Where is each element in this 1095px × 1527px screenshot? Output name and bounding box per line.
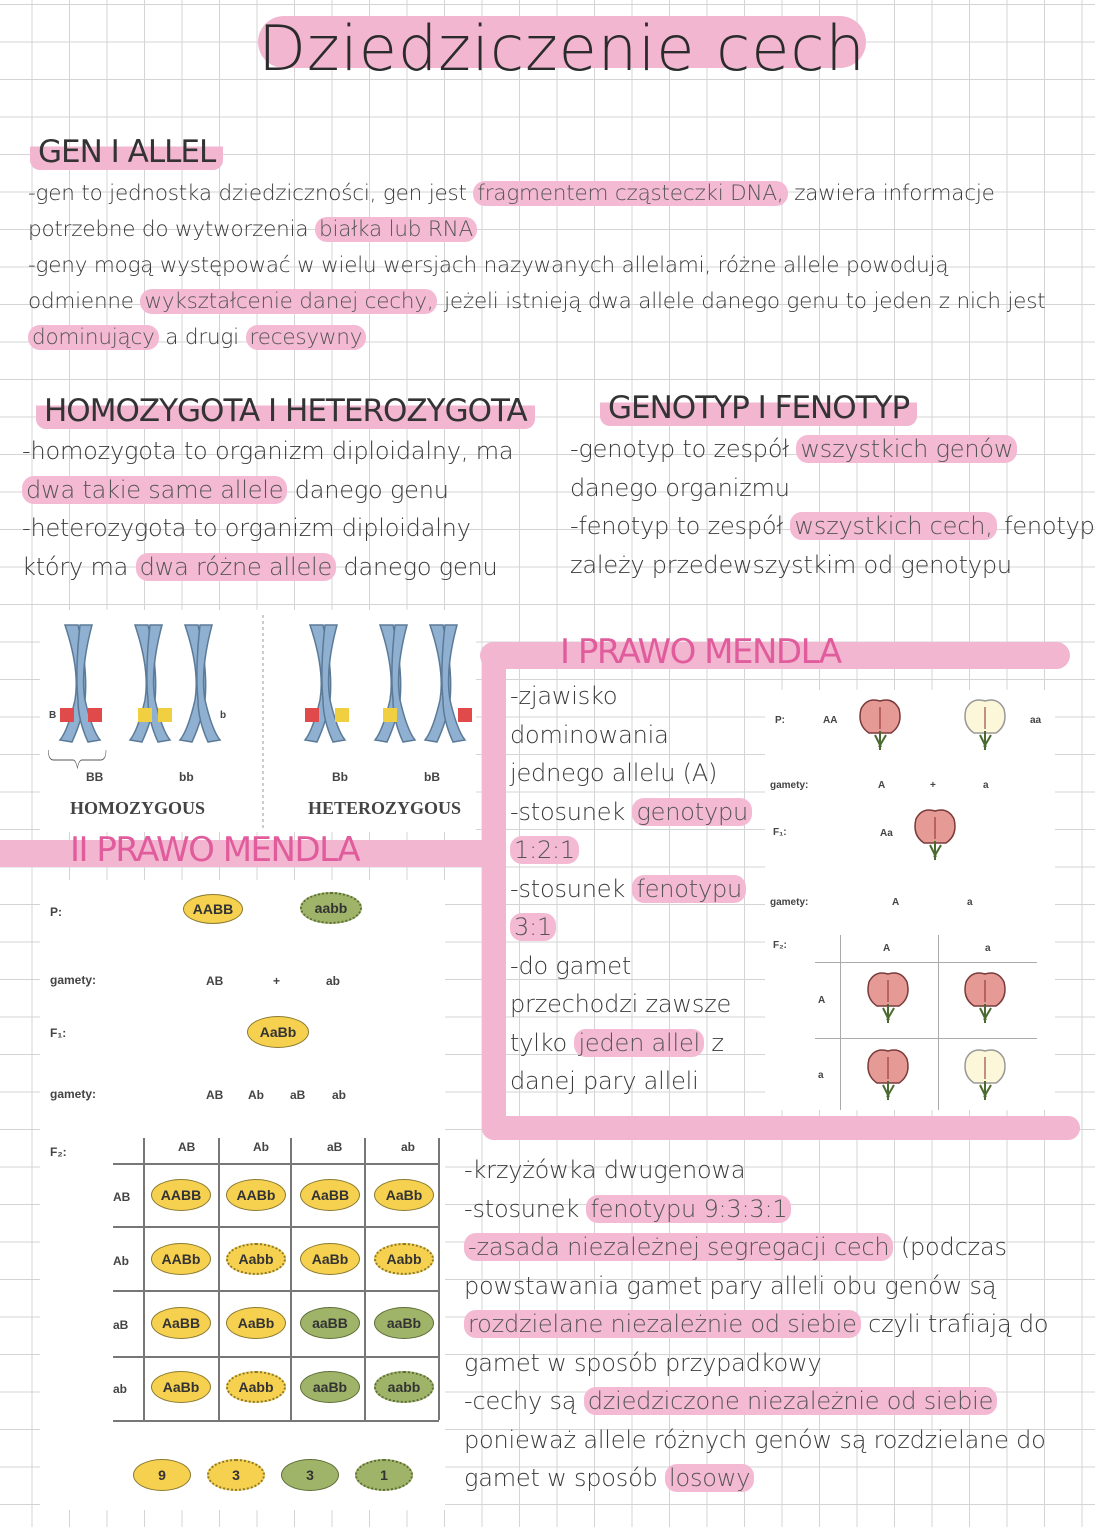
text-line [570,546,1095,585]
genotype-cell: AaBb [374,1179,434,1211]
allele-label: b [220,710,227,721]
text-line [510,716,752,755]
gamete-A: A [892,897,900,908]
genotype-cell: Aabb [226,1371,286,1403]
text-line [22,432,513,471]
geno-paragraph [570,430,1095,584]
text-line [510,908,752,947]
text: danego genu [336,552,498,581]
text-line [510,754,752,793]
text: -geny mogą występować w wielu wersjach nazywanych allelami, różne allele powodują [28,253,949,278]
homozygous-caption: HOMOZYGOUS [70,798,206,818]
text: a drugi [158,325,246,350]
f1-genotype: Aa [880,828,893,839]
highlighted-text: -zasada niezależnej segregacji cech [464,1233,893,1261]
red-flower-icon [855,695,905,751]
highlighted-text: rozdzielane niezależnie od siebie [464,1310,861,1338]
genotype-cell: AABB [151,1179,211,1211]
gametes-label: gamety: [770,897,809,908]
genotype-cell: AaBb [151,1371,211,1403]
gen-paragraph [28,176,1045,356]
text-line [510,1024,752,1063]
text-line [510,947,752,986]
p-label: P: [775,715,785,726]
text-line [570,430,1095,469]
text: -homozygota to organizm diploidalny, ma [22,437,514,465]
genotype-label: BB [86,770,104,784]
genotype-AA: AA [823,715,838,726]
grid-line [113,1420,439,1422]
row-header: AB [113,1190,131,1204]
gametes-label: gamety: [50,1087,97,1101]
ratio-blob: 9 [133,1459,191,1491]
highlighted-text: białka lub RNA [315,217,477,242]
column-header: aB [327,1140,343,1154]
plus-sign: + [930,780,936,791]
grid-line [364,1138,366,1420]
text: -cechy są [464,1387,584,1415]
genotype-label: Bb [332,770,348,784]
text-line [28,284,1045,320]
grid-line [290,1138,292,1420]
text: -stosunek [464,1194,587,1223]
column-header: ab [401,1140,416,1154]
gamete: AB [206,974,224,988]
page-title: Dziedziczenie cech [258,12,866,85]
highlighted-text: 3:1 [510,913,556,941]
text: -krzyżówka dwugenowa [464,1156,746,1184]
red-flower-icon [863,1045,913,1101]
text-line [464,1267,1048,1306]
mendel1-paragraph [510,677,752,1101]
highlighted-text: fragmentem cząsteczki DNA, [473,181,787,206]
text: zależy przedewszystkim od genotypu [570,550,1012,579]
parent-blob: aabb [300,892,362,924]
text: odmienne [28,289,141,314]
highlighted-text: losowy [665,1464,754,1492]
mendel1-bottom-bar [482,1116,1080,1140]
red-flower-icon [863,968,913,1024]
p-label: P: [50,905,62,919]
text: gamet w sposób [464,1464,666,1492]
gen-heading [30,134,223,170]
grid-line [113,1226,439,1228]
text-line [464,1421,1048,1460]
plus-sign: + [273,974,281,988]
highlighted-text: wykształcenie danej cechy, [140,289,437,314]
text: przechodzi zawsze [510,990,732,1018]
gamete: ab [332,1088,347,1102]
genotype-label: bb [179,770,194,784]
genotype-cell: aaBb [374,1307,434,1339]
grid-line [815,1038,1037,1039]
column-header: Ab [253,1140,269,1154]
highlighted-text: genotypu [632,798,752,826]
text-line [510,1062,752,1101]
text: -genotyp to zespół [570,435,797,463]
text: powstawania gamet pary alleli obu genów są [464,1271,997,1300]
text-line [464,1459,1048,1498]
highlighted-text: dziedziczone niezależnie od siebie [584,1387,997,1415]
genotype-cell: AaBb [226,1307,286,1339]
ratio-blob: 3 [281,1459,339,1491]
grid-line [218,1138,220,1420]
homo-heading-text: HOMOZYGOTA I HETEROZYGOTA [36,393,535,429]
text: potrzebne do wytworzenia [28,217,315,242]
text-line [510,831,752,870]
mendel2-heading: II PRAWO MENDLA [70,830,360,870]
genotype-label: bB [424,770,440,784]
text: gamet w sposób przypadkowy [464,1348,822,1377]
gamete-a: a [818,1070,824,1081]
mendel2-paragraph [464,1151,1048,1498]
genotype-cell: AABb [226,1179,286,1211]
column-header: AB [178,1140,196,1154]
gamete-A: A [878,780,886,791]
gametes-label: gamety: [50,973,97,987]
ratio-blob: 1 [355,1459,413,1491]
text: zawiera informacje [787,181,995,206]
highlighted-text: fenotypu [632,875,746,903]
f1-label: F₁: [773,827,787,838]
f1-blob: AaBb [247,1016,309,1048]
text: -fenotyp to zespół [570,512,791,540]
text: danego organizmu [570,473,790,502]
gamete: Ab [248,1088,264,1102]
gamete-A: A [883,943,891,954]
text: -zjawisko [510,682,618,710]
text: (podczas [893,1233,1007,1261]
red-flower-icon [910,805,960,861]
highlighted-text: dominujący [28,325,159,350]
text: dominowania [510,720,669,749]
genotype-cell: AABb [151,1243,211,1275]
grid-line [113,1163,439,1165]
text-line [22,471,513,510]
heterozygous-caption: HETEROZYGOUS [308,798,462,818]
text-line [28,212,1045,248]
text: -stosunek [510,797,633,826]
text: fenotyp [996,512,1095,540]
genotype-cell: aaBb [300,1371,360,1403]
text: -gen to jednostka dziedziczności, gen jest [28,181,474,206]
text-line [464,1151,1048,1190]
allele-label: B [49,710,57,721]
geno-heading [600,390,917,426]
row-header: Ab [113,1254,129,1268]
text-line [510,793,752,832]
gamete: ab [326,974,341,988]
white-flower-icon [960,1045,1010,1101]
genotype-aa: aa [1030,715,1042,726]
text: danego genu [287,475,449,504]
f2-label: F₂: [773,940,787,951]
highlighted-text: 1:2:1 [510,836,579,864]
text-line [510,870,752,909]
highlighted-text: wszystkich genów [796,435,1017,463]
text: który ma [22,552,136,581]
mendel1-heading: I PRAWO MENDLA [560,632,841,672]
gamete-a: a [985,943,991,954]
text-line [22,509,513,548]
highlighted-text: fenotypu 9:3:3:1 [586,1195,791,1223]
gamete-a: a [983,780,989,791]
highlighted-text: jeden allel [574,1029,704,1057]
grid-line [113,1356,439,1358]
text-line [464,1382,1048,1421]
white-flower-icon [960,695,1010,751]
text-line [570,469,1095,508]
text: jeżeli istnieją dwa allele danego genu to jeden z nich jest [437,289,1046,314]
mendel1-diagram [765,690,1055,1110]
genotype-cell: Aabb [226,1243,286,1275]
chromosome-figure [40,610,476,832]
text: -do gamet [510,951,632,980]
text: -heterozygota to organizm diploidalny [22,514,471,542]
highlighted-text: wszystkich cech, [790,512,996,540]
text-line [464,1190,1048,1229]
text: ponieważ allele różnych genów są rozdzielane do [464,1425,1046,1454]
gamete: aB [290,1088,306,1102]
gamete: AB [206,1088,224,1102]
text-line [510,985,752,1024]
text: czyli trafiają do [860,1310,1049,1338]
red-flower-icon [960,968,1010,1024]
text: z [704,1028,724,1057]
genotype-cell: AaBb [300,1243,360,1275]
text-line [28,248,1045,284]
text: tylko [510,1028,575,1057]
homo-paragraph [22,432,513,586]
f1-label: F₁: [50,1026,67,1040]
mendel1-side-bar [482,642,506,1140]
text: jednego allelu (A) [510,759,718,787]
text-line [510,677,752,716]
genotype-cell: aaBB [300,1307,360,1339]
text-line [464,1305,1048,1344]
gamete-A: A [818,995,826,1006]
text: danej pary alleli [510,1067,699,1095]
homo-heading [36,393,535,429]
grid-line [143,1138,145,1420]
highlighted-text: dwa takie same allele [22,476,287,504]
text: -stosunek [510,874,633,903]
text-line [28,320,1045,356]
text-line [464,1344,1048,1383]
genotype-cell: Aabb [374,1243,434,1275]
grid-line [113,1290,439,1292]
mendel2-diagram [40,880,445,1510]
genotype-cell: AaBB [300,1179,360,1211]
grid-line [438,1138,440,1420]
f2-label: F₂: [50,1145,67,1159]
text-line [28,176,1045,212]
highlighted-text: dwa różne allele [136,553,336,581]
grid-line [815,962,1037,963]
gen-heading-text: GEN I ALLEL [30,134,223,170]
ratio-blob: 3 [207,1459,265,1491]
row-header: ab [113,1382,128,1396]
gametes-label: gamety: [770,780,809,791]
text-line [22,548,513,587]
highlighted-text: recesywny [246,325,367,350]
text-line [570,507,1095,546]
genotype-cell: aabb [374,1371,434,1403]
text-line [464,1228,1048,1267]
geno-heading-text: GENOTYP I FENOTYP [600,390,917,426]
parent-blob: AABB [183,894,243,924]
genotype-cell: AaBB [151,1307,211,1339]
gamete-a: a [967,897,973,908]
row-header: aB [113,1318,129,1332]
